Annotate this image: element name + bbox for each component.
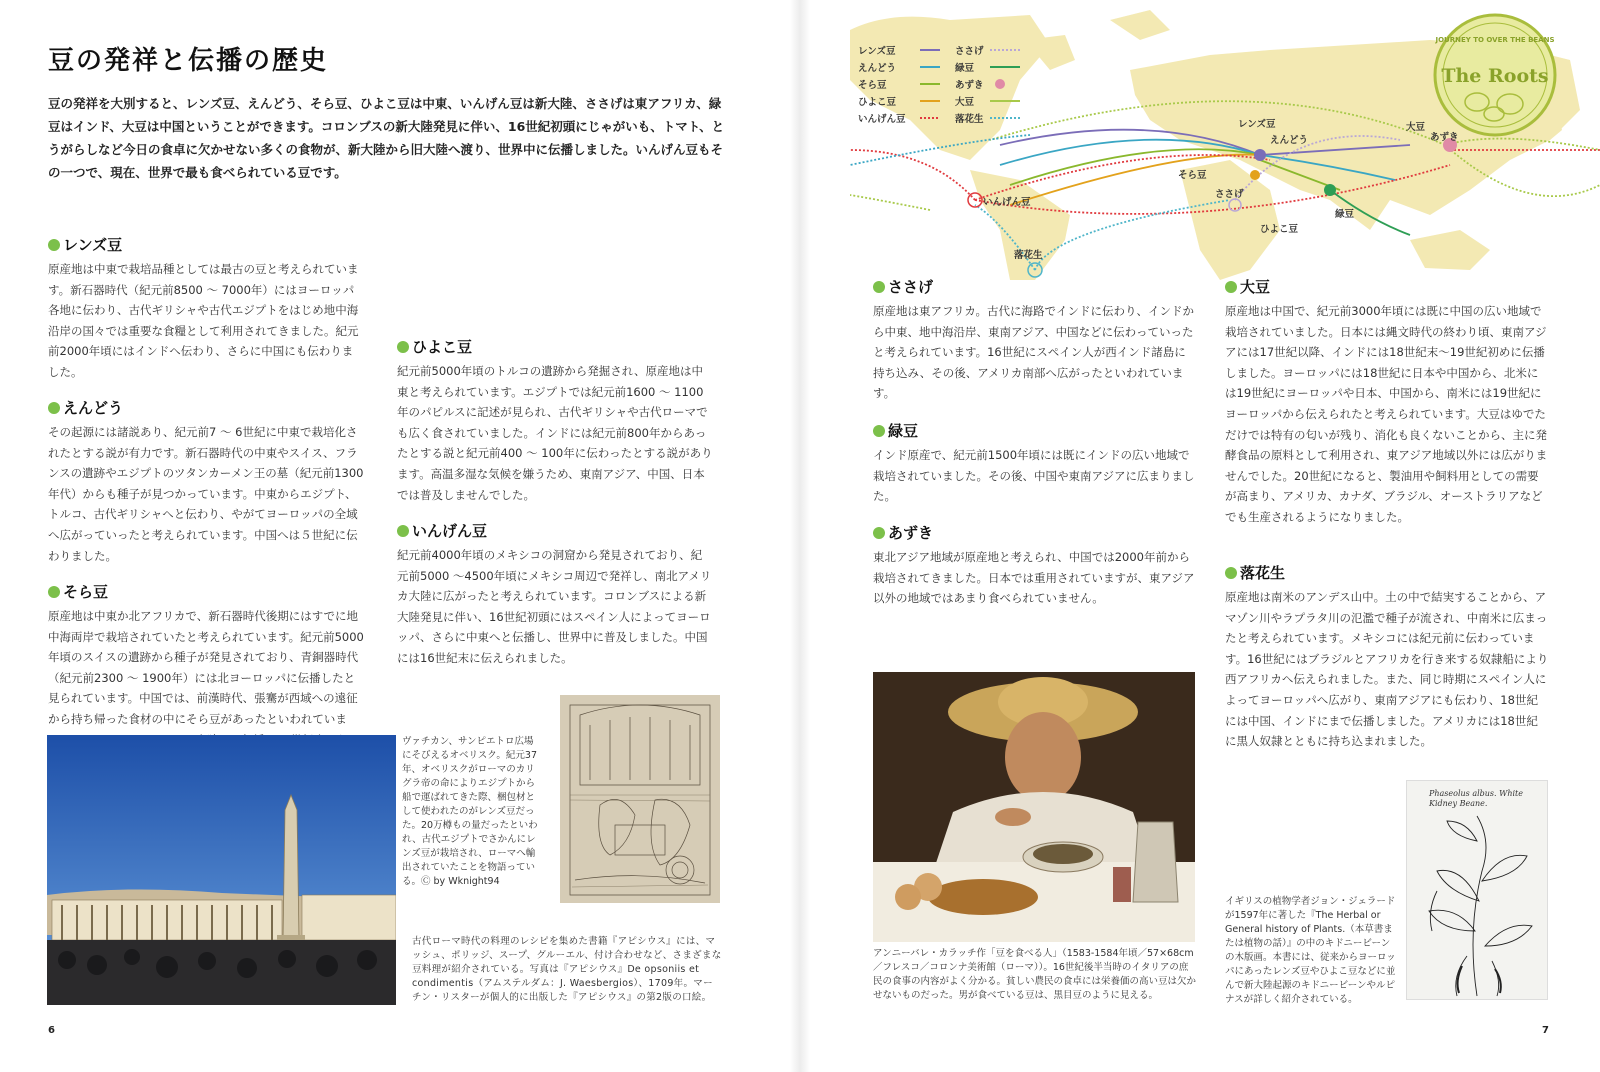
section-heading: そら豆 [63,583,109,601]
section-text: インド原産で、紀元前1500年頃には既にインドの広い地域で栽培されていました。その後、中国や東南アジアに広まりました。 [873,448,1195,504]
section-chickpea [397,336,713,505]
bullet-dot-icon [873,527,885,539]
section-heading: レンズ豆 [63,236,123,254]
page-gutter [790,0,810,1072]
apicius-caption: 古代ローマ時代の料理のレシピを集めた書籍『アピシウス』には、マッシュ、ポリッジ、スープ、グルーエル、付け合わせなど、さまざまな豆料理が紹介されている。写真は『アピシウス』De opsoniis et condimentis（アムステルダム：J. Waesbergios）、1709年。マーチン・リスターが個人的に出版した『アピシウス』の第2版の口絵。 [412,936,722,1003]
bullet-dot-icon [48,402,60,414]
stamp-subtitle: JOURNEY TO OVER THE BEANS [1435,36,1555,44]
bean-eater-caption: アンニーバレ・カラッチ作「豆を食べる人」（1583-1584年頃／57×68cm／フレスコ／コロンナ美術館（ローマ））。16世紀後半当時のイタリアの庶民の食事の内容がよく分かる。貧しい農民の食卓には栄養価の高い豆は欠かせないものだった。男が食べている豆は、黒目豆のように見える。 [873,948,1197,1001]
map-place-label: ささげ [1215,189,1244,200]
page-title: 豆の発祥と伝播の歴史 [48,46,329,76]
legend-label: あずき [955,80,984,91]
kidney-bean-woodcut [1406,780,1548,1000]
section-text: 原産地は中国で、紀元前3000年頃には既に中国の広い地域で栽培されていました。日本には縄文時代の終わり頃、東南アジアには17世紀以降、インドには18世紀末～19世紀初めに伝播しました。ヨーロッパには18世紀に日本や中国から、北米には19世紀にヨーロッパや日本、中国から、南米には19世紀にヨーロッパから伝えられたと考えられています。大豆はゆでただけでは特有の匂いが残り、消化も良くないことから、主に発酵食品の原料として利用され、東アジア地域以外には広がりませんでした。20世紀になると、製油用や飼料用としての需要が高まり、アメリカ、カナダ、ブラジル、オーストラリアなどでも生産されるようになりました。 [1225,304,1548,524]
section-azuki [873,522,1195,609]
obelisk-caption: ヴァチカン、サンピエトロ広場にそびえるオベリスク。紀元37年、オベリスクがローマのカリグラ帝の命によりエジプトから船で運ばれてきた際、梱包材として使われたのがレンズ豆だった。20万樽もの量だったといわれ、古代エジプトでさかんにレンズ豆が栽培され、ローマへ輸出されていたことを物語っている。Ⓒ by Wknight94 [402,736,538,887]
bullet-dot-icon [873,425,885,437]
legend-label: いんげん豆 [858,114,906,125]
section-mung [873,420,1195,507]
bullet-dot-icon [48,586,60,598]
bullet-dot-icon [1225,567,1237,579]
legend-label: 落花生 [955,114,984,125]
section-text: その起源には諸説あり、紀元前7 ～ 6世紀に中東で栽培化されたとする説が有力です。新石器時代の中東やスイス、フランスの遺跡やエジプトのツタンカーメン王の墓（紀元前1300年代）からも種子が見つかっています。中東からエジプト、トルコ、古代ギリシャへと伝わり、やがてヨーロッパの全域へ広がっていったと考えられています。中国へは５世紀に伝わりました。 [48,425,364,563]
section-peanut [1225,562,1549,752]
legend-label: そら豆 [858,80,887,91]
section-heading: 落花生 [1240,564,1286,582]
section-text: 紀元前4000年頃のメキシコの洞窟から発見されており、紀元前5000 ～4500年頃にメキシコ周辺で発祥し、南北アメリカ大陸に広がったと考えられています。コロンブスによる新大陸発見に伴い、16世紀初頭にはスペイン人によってヨーロッパ、さらに中東へと伝播し、世界中に普及しました。中国には16世紀末に伝えられました。 [397,548,712,665]
bean-eater-painting [873,672,1195,942]
section-text: 原産地は中東で栽培品種としては最古の豆と考えられています。新石器時代（紀元前8500 ～ 7000年）にはヨーロッパ各地に伝わり、古代ギリシャや古代エジプトをはじめ地中海沿岸の国々では重要な食糧として利用されてきました。紀元前2000年頃にはインドへ伝わり、さらに中国にも伝わりました。 [48,262,359,379]
legend-label: ささげ [955,46,984,57]
section-kidney [397,520,713,669]
page-number-left: 6 [48,1025,55,1036]
woodcut-caption: イギリスの植物学者ジョン・ジェラードが1597年に著した『The Herbal or General history of Plants.（本草書または植物の話）』の中のキドニービーンの木版画。本書には、従来からヨーロッパにあったレンズ豆やひよこ豆などに並んで新大陸起源のキドニービーンやルピナスが詳しく紹介されている。 [1225,896,1396,1005]
section-pea [48,397,364,566]
legend-label: えんどう [858,63,897,74]
map-place-label: 緑豆 [1335,209,1355,220]
section-heading: あずき [888,524,934,542]
legend-label: レンズ豆 [858,46,896,57]
section-soy [1225,276,1549,528]
bullet-dot-icon [1225,281,1237,293]
section-text: 東北アジア地域が原産地と考えられ、中国では2000年前から栽培されてきました。日本では重用されていますが、東アジア以外の地域ではあまり食べられていません。 [873,550,1195,606]
section-heading: 緑豆 [888,422,919,440]
map-place-label: あずき [1430,132,1459,143]
page-number-right: 7 [1542,1025,1549,1036]
section-lentil [48,234,364,383]
map-place-label: ひよこ豆 [1260,224,1299,235]
legend-label: ひよこ豆 [858,97,897,108]
section-heading: ひよこ豆 [412,338,473,356]
map-place-label: えんどう [1270,135,1309,146]
legend-label: 大豆 [955,97,975,108]
intro-paragraph: 豆の発祥を大別すると、レンズ豆、えんどう、そら豆、ひよこ豆は中東、いんげん豆は新大陸、ささげは東アフリカ、緑豆はインド、大豆は中国ということができます。コロンブスの新大陸発見に伴い、16世紀初頭にじゃがいも、トマト、とうがらしなど今日の食卓に欠かせない多くの食物が、新大陸から旧大陸へ渡り、世界中に伝播しました。いんげん豆もその一つで、現在、世界で最も食べられている豆です。 [48,96,725,180]
bullet-dot-icon [397,341,409,353]
bullet-dot-icon [873,281,885,293]
bullet-dot-icon [48,239,60,251]
map-place-label: 落花生 [1014,250,1043,261]
obelisk-photo [47,735,396,1005]
map-place-label: レンズ豆 [1238,119,1276,130]
woodcut-plate-label: Phaseolus albus. White Kidney Beane. [1429,789,1523,808]
section-text: 原産地は東アフリカ。古代に海路でインドに伝わり、インドから中東、地中海沿岸、東南アジア、中国などに伝わっていったと考えられています。16世紀にスペイン人が西インド諸島に持ち込み、その後、アメリカ南部へ広がったといわれています。 [873,304,1194,401]
section-text: 原産地は中東か北アフリカで、新石器時代後期にはすでに地中海両岸で栽培されていたと考えられています。紀元前5000年頃のスイスの遺跡から種子が発見されており、青銅器時代（紀元前2300 ～ 1900年）には北ヨーロッパに伝播したと見られています。中国では、前漢時代、張騫が西域への遠征から持ち帰った食材の中にそら豆があったといわれていま [48,609,364,726]
section-heading: 大豆 [1240,278,1271,296]
section-heading: ささげ [888,278,934,296]
map-place-label: そら豆 [1178,170,1207,181]
section-heading: えんどう [63,399,124,417]
map-place-label: いんげん豆 [983,197,1031,208]
the-roots-stamp [1432,12,1558,138]
section-cowpea [873,276,1195,404]
section-text: 原産地は南米のアンデス山中。土の中で結実することから、アマゾン川やラプラタ川の氾濫で種子が流され、中南米に広まったと考えられています。メキシコには紀元前に伝わっています。16世紀にはブラジルとアフリカを行き来する奴隷船により西アフリカへ伝えられました。また、同じ時期にスペイン人によってヨーロッパへ広がり、東南アジアにも伝わり、18世紀には中国、インドにまで伝播しました。アメリカには18世紀に黒人奴隷とともに持ち込まれました。 [1225,590,1549,749]
section-heading: いんげん豆 [412,522,488,540]
bullet-dot-icon [397,525,409,537]
map-place-label: 大豆 [1406,122,1426,133]
legend-label: 緑豆 [955,63,975,74]
stamp-title: The Roots [1441,65,1549,87]
section-text: 紀元前5000年頃のトルコの遺跡から発掘され、原産地は中東と考えられています。エジプトでは紀元前1600 ～ 1100年のパピルスに記述が見られ、古代ギリシャや古代ローマでも広く食されていました。インドには紀元前800年からあったとする説と紀元前400 ～ 100年に伝わったとする説があります。高温多湿な気候を嫌うため、東南アジア、中国、日本では普及しませんでした。 [397,364,713,502]
apicius-engraving [560,695,720,903]
